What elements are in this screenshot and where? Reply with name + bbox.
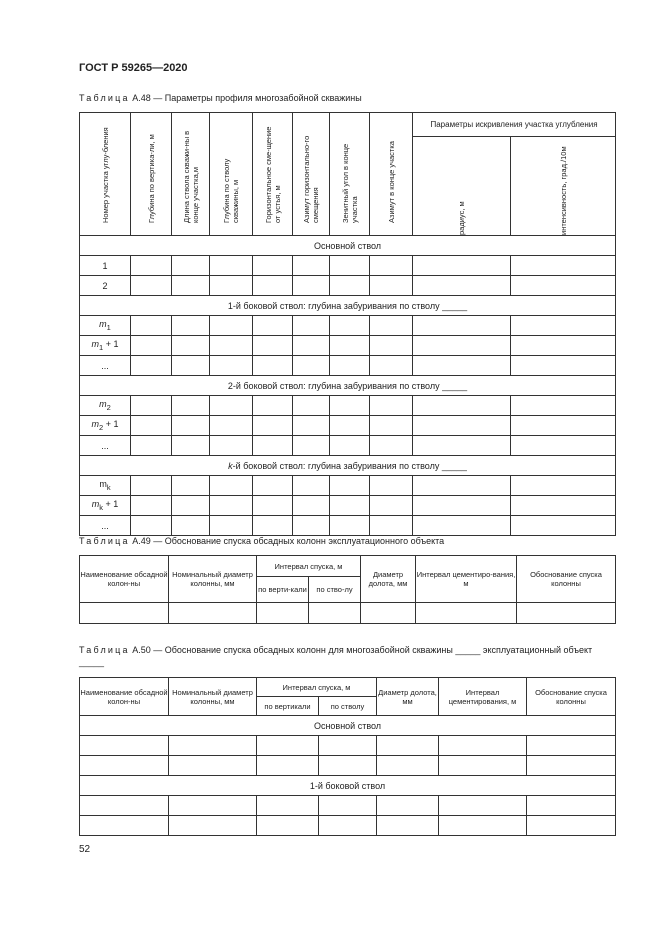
col-header: Зенитный угол в конце участка (330, 113, 370, 236)
col-header: по стволу (319, 697, 377, 716)
row-label: $m_1 + 1$ (80, 336, 131, 356)
section-main: Основной ствол (80, 716, 616, 736)
caption-text: А.48 — Параметры профиля многозабойной скважины (132, 93, 362, 103)
group-header: Параметры искривления участка углубления (413, 113, 616, 137)
col-header: Диаметр долота, мм (377, 678, 439, 716)
table-a50 (79, 677, 616, 836)
col-header: Обоснование спуска колонны (517, 556, 616, 603)
document-title: ГОСТ Р 59265—2020 (79, 62, 188, 74)
col-header: Интервал спуска, м (257, 556, 361, 577)
col-header: Глубина по стволу скважины, м (210, 113, 253, 236)
caption-prefix: Таблица (79, 93, 130, 103)
col-header: Азимут в конце участка (370, 113, 413, 236)
table-a49-caption (79, 536, 444, 546)
table-a50-caption (79, 644, 619, 668)
col-header: Азимут горизонтально-го смещения (293, 113, 330, 236)
row-label: $m_1$ (80, 316, 131, 336)
section-main: Основной ствол (80, 236, 616, 256)
page-number: 52 (79, 844, 91, 855)
table-a48 (79, 112, 616, 536)
col-header: Наименование обсадной колон-ны (80, 678, 169, 716)
col-header: по вертикали (257, 697, 319, 716)
row-label: $m_k$ (80, 476, 131, 496)
row-label: ... (80, 356, 131, 376)
col-header-intensity: интенсивность, град./10м (511, 137, 616, 236)
col-header: Длина ствола скважи-ны в конце участка,м (172, 113, 210, 236)
col-header: Наименование обсадной колон-ны (80, 556, 169, 603)
row-label: $m_k + 1$ (80, 496, 131, 516)
col-header: Интервал спуска, м (257, 678, 377, 697)
table-a48-caption (79, 93, 362, 103)
col-header: по ство-лу (309, 577, 361, 603)
col-header: Номинальный диаметр колонны, мм (169, 556, 257, 603)
row-label: $m_2 + 1$ (80, 416, 131, 436)
caption-prefix: Таблица (79, 645, 130, 655)
section-branch-2: 2-й боковой ствол: глубина забуривания по стволу _____ (80, 376, 616, 396)
section-branch-k: k-й боковой ствол: глубина забуривания по стволу _____ (80, 456, 616, 476)
col-header: Номер участка углу-бления (80, 113, 131, 236)
col-header-radius: радиус, м (413, 137, 511, 236)
row-label: 2 (80, 276, 131, 296)
col-header: Интервал цементирования, м (439, 678, 527, 716)
col-header: Обоснование спуска колонны (527, 678, 616, 716)
caption-text: А.49 — Обоснование спуска обсадных колонн эксплуатационного объекта (132, 536, 445, 546)
caption-prefix: Таблица (79, 536, 130, 546)
col-header: Глубина по вертика-ли, м (131, 113, 172, 236)
col-header: Диаметр долота, мм (361, 556, 416, 603)
section-branch-1: 1-й боковой ствол: глубина забуривания по стволу _____ (80, 296, 616, 316)
col-header: Интервал цементиро-вания, м (416, 556, 517, 603)
section-branch-1: 1-й боковой ствол (80, 776, 616, 796)
row-label: $m_2$ (80, 396, 131, 416)
row-label: 1 (80, 256, 131, 276)
row-label: ... (80, 516, 131, 536)
col-header: Горизонтальное сме-щение от устья, м (253, 113, 293, 236)
col-header: по верти-кали (257, 577, 309, 603)
caption-text: А.50 — Обоснование спуска обсадных колонн для многозабойной скважины _____ эксплуатационный объект _____ (79, 645, 593, 667)
col-header: Номинальный диаметр колонны, мм (169, 678, 257, 716)
table-a49 (79, 555, 616, 624)
row-label: ... (80, 436, 131, 456)
